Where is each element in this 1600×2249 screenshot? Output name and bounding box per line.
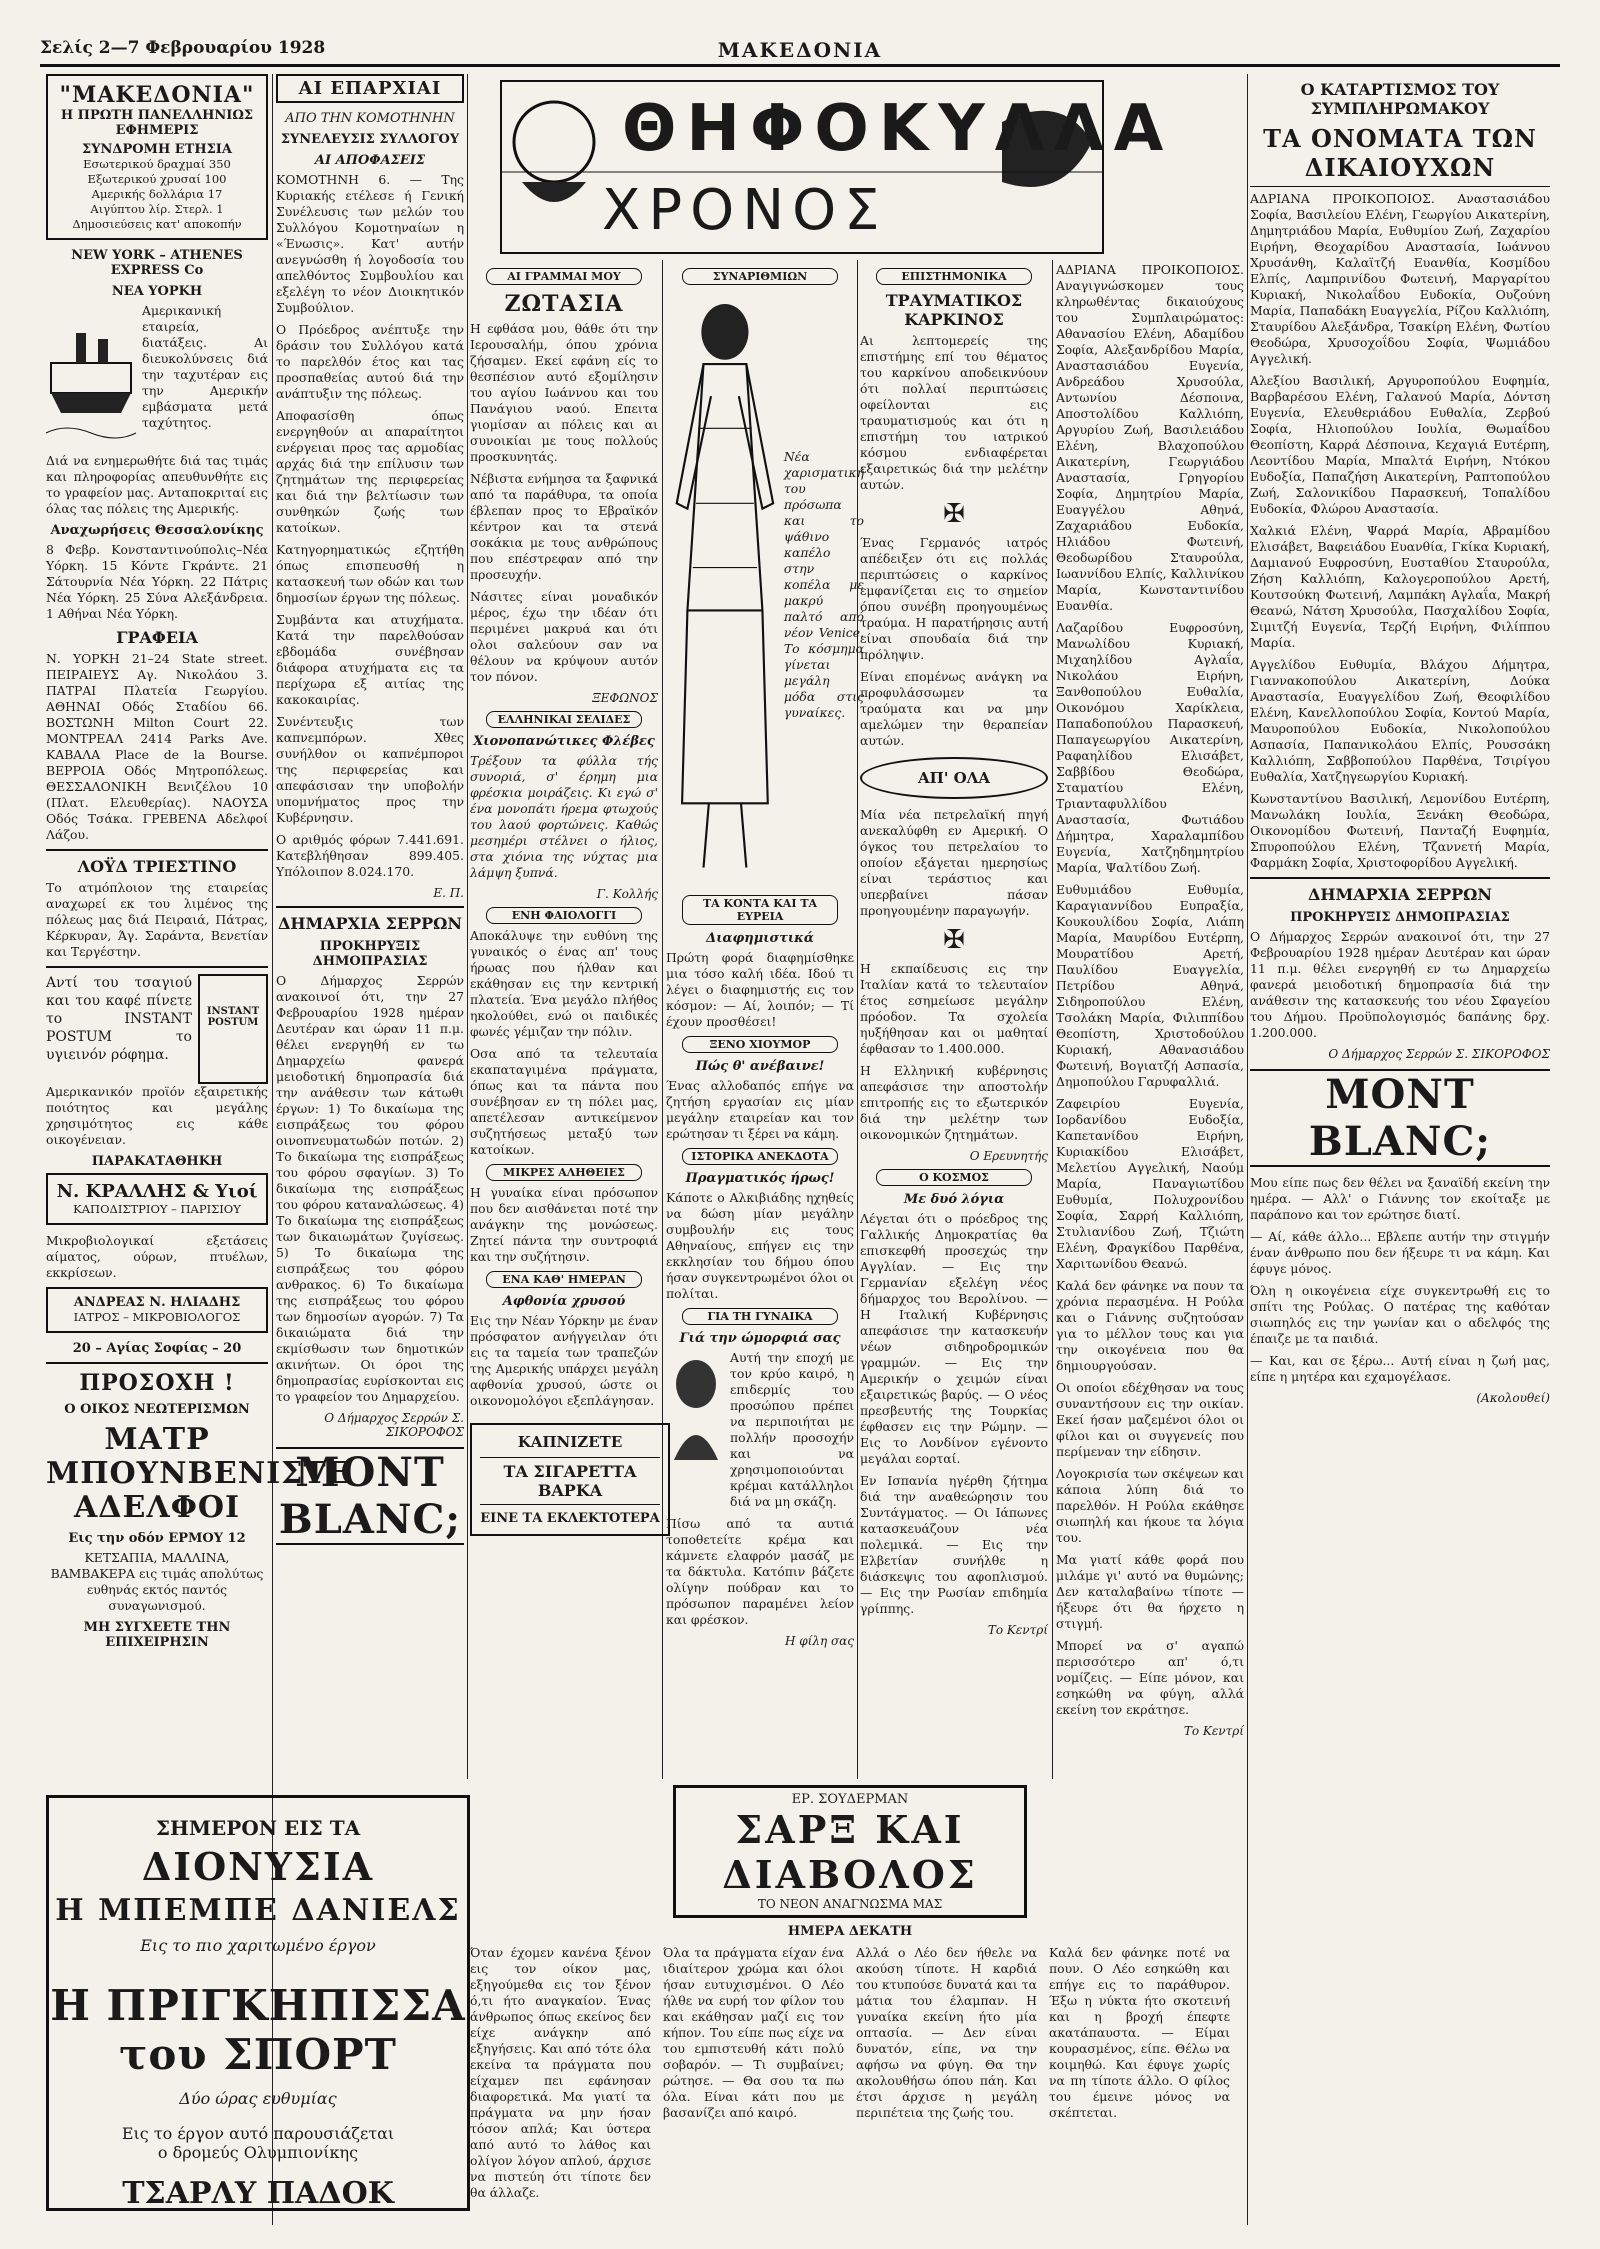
micro-text: Μικροβιολογικαί εξετάσεις αίματος, ούρων, πτυέλων, εκκρίσεων.	[46, 1233, 268, 1280]
signature: ΞΕΦΩΝΟΣ	[592, 691, 658, 705]
matr-items: ΚΕΤΣΑΠΙΑ, ΜΑΛΛΙΝΑ, ΒΑΜΒΑΚΕΡΑ εις τιμάς απολύτως ευθηνάς εκτός παντός συναγωνισμού.	[50, 1550, 264, 1613]
serres-municipality-heading: ΔΗΜΑΡΧΙΑ ΣΕΡΡΩΝ	[1307, 885, 1492, 904]
ny-express-title: NEW YORK – ATHENES EXPRESS Co	[71, 248, 243, 278]
section-tab: ΕΝΗ ΦΑΙΟΛΟΓΓΙ	[486, 907, 643, 924]
names-paragraph: Αγγελίδου Ευθυμία, Βλάχου Δήμητρα, Γιαννακοπούλου Αικατερίνη, Δούκα Αναστασία, Ευαγγελίδου Ζωή, Θεοφιλίδου Ελένη, Κανελλοπούλου Σοφία, Κοντού Μαρία, Μαυροπούλου Ευδοκία, Νικολοπούλου Ασπασία, Παπανικολάου Ελπίς, Ρουσσάκη Καλλιόπη, Σαββοπούλου Παρθένα, Τσιρίγου Ευθαλία, Χατζηγεωργίου Κυριακή.	[1250, 657, 1550, 784]
lloyd-title: ΛΟΫΔ ΤΡΙΕΣΤΙΝΟ	[77, 857, 237, 876]
fashion-block	[666, 289, 865, 889]
section-tab: ΞΕΝΟ ΧΙΟΥΜΟΡ	[682, 1036, 839, 1053]
article-paragraph: Ένας αλλοδαπός επήγε να ζητήση εργασίαν εις μίαν μεγάλην εταιρείαν και τον ερώτησαν τι ξέρει να κάμη.	[666, 1078, 854, 1141]
article-paragraph: ΚΟΜΟΤΗΝΗ 6. — Της Κυριακής ετέλεσε ή Γενική Συνέλευσις των μελών του Συλλόγου Κομοτηναίων η «Ένωσις». Κατ' αυτήν ανεγνώσθη ή λογοδοσία του απελθόντος Συμβουλίου και εξελέγη το νέον Διοικητικόν Συμβούλιον.	[276, 172, 464, 315]
cinema-line: ο δρομεύς Ολυμπιονίκης	[157, 2143, 359, 2162]
box-line: Δημοσιεύσεις κατ' αποκοπήν	[72, 217, 242, 231]
story-paragraph: Μπορεί να σ' αγαπώ περισσότερο απ' ό,τι νομίζεις. — Είπε μόνον, και εσηκώθη να φύγη, αλλά εκείνη τον εκράτησε.	[1056, 1638, 1244, 1717]
mont-blanc-ad: MONT BLANC;	[1250, 1069, 1550, 1167]
column-names	[1056, 262, 1244, 1779]
cinema-line: Εις το έργον αυτό παρουσιάζεται	[121, 2124, 395, 2143]
names-paragraph: ΑΔΡΙΑΝΑ ΠΡΟΙΚΟΠΟΙΟΣ. Αναγιγνώσκομεν τους κληρωθέντας δικαιούχους του Συμπλαιρώματος: Αθανασίου Ελένη, Αδαμίδου Σοφία, Αλεξανδρίδου Μαρία, Αναστασιάδου Ευγενία, Ανδρεάδου Χρυσούλα, Αντωνίου Δέσποινα, Αποστολίδου Καλλιόπη, Αργυρίου Ζωή, Βασιλειάδου Ελένη, Βλαχοπούλου Αικατερίνη, Γεωργιάδου Αναστασία, Γρηγορίου Σοφία, Δημητρίου Μαρία, Ευαγγέλου Αθηνά, Ζαχαριάδου Ευδοκία, Ηλιάδου Φωτεινή, Θεοδωρίδου Σταυρούλα, Ιωαννίδου Ελπίς, Καλλινίκου Μαρία, Κωνσταντινίδου Ευανθία.	[1056, 262, 1244, 613]
assembly-heading: ΣΥΝΕΛΕΥΣΙΣ ΣΥΛΛΟΓΟΥ	[280, 132, 460, 147]
krallis-address: ΚΑΠΟΔΙΣΤΡΙΟΥ – ΠΑΡΙΣΙΟΥ	[73, 1202, 241, 1216]
article-paragraph: Πίσω από τα αυτιά τοποθετείτε κρέμα και κάμνετε ελαφρόν μασάζ με τα δάκτυλα. Κατόπιν βάζετε ολίγην πούδραν και το πρόσωπον παραμένει λείον και φρέσκον.	[666, 1516, 854, 1627]
article-paragraph: Ένας Γερμανός ιατρός απέδειξεν ότι εις πολλάς περιπτώσεις ο καρκίνος εμφανίζεται εις το σημείον όπου συνέβη προηγουμένως τραύμα. Η παρατήρησις αυτή είναι σπουδαία διά την πρόληψιν.	[860, 535, 1048, 662]
article-title: ΖΩΤΑΣΙΑ	[504, 291, 624, 317]
article-paragraph: Ο αριθμός φόρων 7.441.691. Κατεβλήθησαν 899.405. Υπόλοιπον 8.024.170.	[276, 832, 464, 879]
section-tab-oval: ΑΠ' ΟΛΑ	[860, 757, 1048, 799]
column-ads	[46, 74, 351, 1789]
divider	[46, 1362, 268, 1364]
article-paragraph: Αποφασίσθη όπως ενεργηθούν αι απαραίτητοι ενέργειαι προς τας αρμοδίας αρχάς διά την επίλυσιν των ζητημάτων της περιφερείας και διά την βελτίωσιν των συνθηκών ζωής των κατοίκων.	[276, 408, 464, 535]
story-paragraph: Μου είπε πως δεν θέλει να ξαναϊδή εκείνη την ημέρα. — Αλλ' ο Γιάννης τον εκοίταξε με παράπονο και τον ερώτησε διατί.	[1250, 1175, 1550, 1222]
divider	[1250, 877, 1550, 879]
newspaper-name: ΜΑΚΕΔΟΝΙΑ	[717, 38, 883, 62]
column-fashion	[666, 262, 865, 1779]
page-header	[40, 38, 1560, 67]
departures-heading: Αναχωρήσεις Θεσσαλονίκης	[50, 523, 264, 538]
offices-heading: ΓΡΑΦΕΙΑ	[116, 628, 198, 647]
serial-paragraph: Όταν έχομεν κανένα ξένον εις τον οίκον μας, εξηγούμεθα εις τον ξένον ό,τι ήτο αναγκαίον. Ένας άνθρωπος όπως εκείνος δεν είχε ανάγκην από εξηγήσεις. Και από τότε όλα εκείνα τα πράγματα που είχαμεν πει εφάνησαν διαφορετικά. Μα γιατί τα πράγματα να μην ήσαν τόσον απλά; Και ύστερα από αυτό το λάθος και ολίγον λόγον απλού, άρχισε να πιστεύη ότι τίποτε δεν θα άλλαζε.	[470, 1945, 651, 2200]
deposit-heading: ΠΑΡΑΚΑΤΑΘΗΚΗ	[91, 1154, 223, 1169]
names-paragraph: Ευθυμιάδου Ευθυμία, Καραγιαννίδου Ευπραξία, Κουκουλίδου Σοφία, Λιάπη Μαρία, Μαυρίδου Ευτέρπη, Μουρατίδου Αρετή, Παυλίδου Ευαγγελία, Πετρίδου Αθηνά, Σιδηροπούλου Ελένη, Τσολάκη Μαρία, Φιλιππίδου Θεοπίστη, Χριστοδούλου Κυριακή, Αθανασιάδου Φωτεινή, Βογιατζή Ασπασία, Δημοπούλου Γαρυφαλλιά.	[1056, 882, 1244, 1089]
lloyd-text: Το ατμόπλοιον της εταιρείας αναχωρεί εκ του λιμένος της πόλεως μας διά Πειραιά, Πάτρας, Κέρκυραν, Άγ. Σαράντα, Βενετίαν και Τεργέστην.	[46, 880, 268, 959]
banner-title: ΘΗΦΟΚΥΛΛΑ	[622, 92, 1174, 166]
ad-line: ΕΙΝΕ ΤΑ ΕΚΛΕΚΤΟΤΕΡΑ	[480, 1511, 660, 1526]
article-paragraph: Μία νέα πετρελαϊκή πηγή ανεκαλύφθη εν Αμερική. Ο όγκος του πετρελαίου το οποίον εξάγεται ημερησίως είναι τεράστιος και υπερβαίνει πάσαν προηγουμένην παραγωγήν.	[860, 807, 1048, 918]
article-paragraph: Συμβάντα και ατυχήματα. Κατά την παρελθούσαν εβδομάδα συνέβησαν διάφορα ατυχήματα εις τα περίχωρα εξ αιτίας της κακοκαιρίας.	[276, 612, 464, 707]
section-tab: ΜΙΚΡΕΣ ΑΛΗΘΕΙΕΣ	[486, 1164, 643, 1181]
serial-novel	[470, 1785, 1230, 2225]
article-paragraph: Ο Πρόεδρος ανέπτυξε την δράσιν του Συλλόγου κατά το παρελθόν έτος και τας προσπαθείας αυτού διά την ανάπτυξιν της πόλεως.	[276, 322, 464, 401]
article-paragraph: Λέγεται ότι ο πρόεδρος της Γαλλικής Δημοκρατίας θα επισκεφθή προσεχώς την Αγγλίαν. — Εις την Γερμανίαν εξελέγη νέος δήμαρχος του Βερολίνου. — Η Ιταλική Κυβέρνησις απεφάσισε την κατασκευήν νέων σιδηροδρομικών γραμμών. — Εις την Αμερικήν ο χειμών είναι εξαιρετικώς βαρύς. — Ο νέος πρεσβευτής της Τουρκίας έφθασεν εις την Ρώμην. — Εις το Λονδίνον εγένοντο μεγάλαι εορταί.	[860, 1211, 1048, 1466]
box-line: Εξωτερικού χρυσαί 100	[87, 172, 227, 186]
feuilleton-banner	[500, 80, 1174, 254]
article-paragraph: Νάσιτες είναι μοναδικόν μέρος, έχω την ιδέαν ότι περιμένει μακρυά και ότι ολοι σαλεύουν σαν να θέλουν να κρύψουν αυτόν τον πόνον.	[470, 589, 658, 684]
ad-line: ΤΑ ΣΙΓΑΡΕΤΤΑ ΒΑΡΚΑ	[480, 1457, 660, 1505]
names-paragraph: ΑΔΡΙΑΝΑ ΠΡΟΙΚΟΠΟΙΟΣ. Αναστασιάδου Σοφία, Βασιλείου Ελένη, Γεωργίου Αικατερίνη, Δημητριάδου Μαρία, Ευθυμίου Ζωή, Ζαχαρίου Ειρήνη, Θεοχαρίδου Αναστασία, Ιωάννου Χρυσάνθη, Καλαϊτζή Ευανθία, Κοσμίδου Ελπίς, Λαμπρινίδου Φωτεινή, Μαργαρίτου Κυριακή, Νικολαΐδου Ευδοκία, Ουζούνη Μαρία, Παπαδάκη Ευαγγελία, Ρίζου Καλλιόπη, Σταυρίδου Αλεξάνδρα, Τσακίρη Ελένη, Φωτίου Θεοδώρα, Χρυσοχοΐδου Σοφία, Ψωμιάδου Αγγελική.	[1250, 191, 1550, 366]
film-title: Η ΠΡΙΓΚΗΠΙΣΣΑ του ΣΠΟΡΤ	[50, 1981, 466, 2079]
article-subtitle: Με δυό λόγια	[903, 1192, 1005, 1207]
serial-day: ΗΜΕΡΑ ΔΕΚΑΤΗ	[787, 1924, 913, 1939]
column-science	[860, 262, 1048, 1779]
poem-text: Τρέξουν τα φύλλα τής συνοριά, σ' έρημη μια φρέσκια μοιράζεις. Κι εγώ σ' ένα μονοπάτι ήρεμα φτωχούς του λαού φορτώνεις. Καθώς μεσημέρι στέλνει ο ήλιος, στα χιόνια της νύχτας μια λάμψη ξυπνά.	[470, 753, 658, 880]
auction-heading: ΠΡΟΚΗΡΥΞΙΣ ΔΗΜΟΠΡΑΣΙΑΣ	[312, 939, 428, 969]
banner-subtitle: ΧΡΟΝΟΣ	[602, 178, 888, 243]
matr-address: Εις την οδόν ΕΡΜΟΥ 12	[68, 1531, 246, 1546]
story-paragraph: Λογοκρισία των σκέψεων και κάποια λύπη διά το παρελθόν. Η Ρούλα εκάθησε σιωπηλή και ήκουε τα λόγια του.	[1056, 1466, 1244, 1545]
poem-title: Χιονοπανώτικες Φλέβες	[473, 734, 655, 749]
cigarette-ad	[470, 1423, 670, 1536]
article-subtitle: Πώς θ' ανέβαινε!	[695, 1059, 825, 1074]
box-line: Εσωτερικού δραχμαί 350	[83, 157, 231, 171]
column-divider	[1052, 260, 1053, 1779]
athlete-name: ΤΣΑΡΛΥ ΠΑΔΟΚ	[122, 2176, 394, 2211]
cinema-ad	[46, 1795, 470, 2211]
fashion-caption: Νέα χαρισματική του πρόσωπα και το ψάθινο καπέλο στην κοπέλα με μακρύ παλτό από νέον Venice. Το κόσμημα γίνεται μεγάλη μόδα στις γυναίκες.	[783, 449, 865, 720]
fashion-figure-icon	[666, 289, 784, 889]
article-paragraph: Πρώτη φορά διαφημίσθηκε μια τόσο καλή ιδέα. Ιδού τι λέγει ο διαφημιστής εις τον κόσμον: — Αί, λοιπόν; — Τί έχουν προσθέσει!	[666, 950, 854, 1029]
signature: Ε. Π.	[433, 886, 464, 900]
article-paragraph: Αποκάλυψε την ευθύνη της γυναικός ο ένας απ' τους ήρωας που ήλθαν και εκάθησαν εις την κεντρική πλατεία. Ένα μεγάλο πλήθος ηκολούθει, ενώ οι παιδικές φωνές γέμιζαν την πόλιν.	[470, 928, 658, 1039]
section-tab: ΕΛΛΗΝΙΚΑΙ ΣΕΛΙΔΕΣ	[486, 711, 643, 728]
cinema-line: Δύο ώρας ευθυμίας	[179, 2089, 337, 2108]
american-text: Αμερικανικόν προϊόν εξαιρετικής ποιότητος και μεγάλης χρησιμότητος εις κάθε οικογένειαν.	[46, 1084, 268, 1147]
doctor-name: ΑΝΔΡΕΑΣ Ν. ΗΛΙΑΔΗΣ	[73, 1295, 241, 1310]
subscription-box	[46, 74, 268, 240]
section-tab: ΑΙ ΓΡΑΜΜΑΙ ΜΟΥ	[486, 268, 643, 285]
article-paragraph: Αι λεπτομερείς της επιστήμης επί του θέματος του καρκίνου αποδεικνύουν ότι πολλαί περιπτώσεις οφείλονται εις τραυματισμούς και ότι η επιστήμη του ιατρικού κόσμου ενδιαφέρεται εξαιρετικώς διά την μελέτην αυτών.	[860, 333, 1048, 492]
article-subtitle: Διαφημιστικά	[706, 931, 814, 946]
cinema-name: ΔΙΟΝΥΣΙΑ	[141, 1844, 375, 1889]
column-divider	[1247, 74, 1248, 2225]
divider	[1250, 186, 1550, 187]
story-paragraph: Οι οποίοι εδέχθησαν να τους συναντήσουν εις την οικίαν. Εκεί ήσαν μαζεμένοι όλοι οι φίλοι και οι συγγενείς που περίμεναν την είδησιν.	[1056, 1380, 1244, 1459]
ny-text: Αμερικανική εταιρεία, διατάξεις. Αι διευκολύνσεις διά την ταχυτέραν εις την Αμερικήν εμβάσματα μετά ταχύτητος.	[142, 303, 268, 430]
beneficiaries-heading: Ο ΚΑΤΑΡΤΙΣΜΟΣ ΤΟΥ ΣΥΜΠΛΗΡΩΜΑΚΟΥ	[1300, 80, 1500, 118]
auction-text: Ο Δήμαρχος Σερρών ανακοινοί ότι, την 27 Φεβρουαρίου 1928 ημέραν Δευτέραν και ώραν 11 π.μ. θέλει ενεργηθή εν τω Δημαρχείω φανερά μειοδοτική δημοπρασία διά την ανάθεσιν των κάτωθι έργων: 1) Το δικαίωμα της εισπράξεως του φόρου οινοπνευματωδών ποτών. 2) Το δικαίωμα της εισπράξεως του φόρου σφαγίων. 3) Το δικαίωμα της εισπράξεως του φόρου καταναλώσεως. 4) Το δικαίωμα της εισπράξεως των δικαιωμάτων ζυγίσεως. 5) Το δικαίωμα της εισπράξεως του φόρου ανθρακος. 6) Το δικαίωμα της εισπράξεως του φόρου των δημοσίων αγορών. 7) Τα δικαιώματα διά την εκμίσθωσιν των δημοτικών ακινήτων. Οι όροι της δημοπρασίας ευρίσκονται εις το γραφείον του Δημαρχείου.	[276, 973, 464, 1404]
from-komotini: ΑΠΟ ΤΗΝ ΚΟΜΟΤΗΝΗΝ	[285, 111, 455, 126]
continued-note: (Ακολουθεί)	[1476, 1391, 1550, 1405]
column-divider	[467, 74, 468, 1779]
decorative-emblem-icon: ✠	[943, 499, 965, 529]
provinces-title: ΑΙ ΕΠΑΡΧΙΑΙ	[298, 78, 442, 99]
section-tab: ΤΑ ΚΟΝΤΑ ΚΑΙ ΤΑ ΕΥΡΕΙΑ	[682, 895, 839, 925]
article-paragraph: Κάποτε ο Αλκιβιάδης ηχηθείς να δώση μίαν μεγάλην συμβουλήν εις τους Αθηναίους, επήγεν εις την εκκλησίαν του δήμου όπου ήσαν συγκεντρωμένοι όλοι οι πολίται.	[666, 1190, 854, 1301]
krallis-ad	[46, 1173, 268, 1225]
box-subtitle-2: ΣΥΝΔΡΟΜΗ ΕΤΗΣΙΑ	[82, 142, 232, 157]
story-paragraph: — Και, και σε ξέρω... Αυτή είναι η ζωή μας, είπε η μητέρα και εχαμογέλασε.	[1250, 1353, 1550, 1384]
names-paragraph: Κωνσταντίνου Βασιλική, Λεμονίδου Ευτέρπη, Μανωλάκη Ιουλία, Ξενάκη Θεοδώρα, Οικονομίδου Φωτεινή, Πανταζή Ευφημία, Σπυροπούλου Ελένη, Τζαννετή Μαρία, Φαρμάκη Σοφία, Χριστοφορίδου Αγγελική.	[1250, 791, 1550, 870]
matr-name: ΜΑΤΡ ΜΠΟΥΝΒΕΝΙΣΤΕ ΑΔΕΛΦΟΙ	[46, 1422, 351, 1525]
cinema-line: Εις το πιο χαριτωμένο έργον	[140, 1936, 376, 1955]
article-subtitle: Αφθονία χρυσού	[502, 1294, 626, 1309]
article-subtitle: Πραγματικός ήρως!	[685, 1171, 835, 1186]
postum-text: Αντί του τσαγιού και του καφέ πίνετε το INSTANT POSTUM το υγιεινόν ρόφημα.	[46, 975, 192, 1063]
matr-footer: ΜΗ ΣΥΓΧΕΕΤΕ ΤΗΝ ΕΠΙΧΕΙΡΗΣΙΝ	[83, 1620, 231, 1650]
divider	[46, 966, 268, 968]
article-paragraph: Οσα από τα τελευταία εκαπαταγιμένα πράγματα, όπως και τα πάντα που συνέβησαν εν τη πόλει μας, απετέλεσαν αντικείμενον συζητήσεως μεταξύ των κατοίκων.	[470, 1046, 658, 1157]
ny-express-body	[46, 303, 268, 453]
provinces-header	[276, 74, 464, 103]
serial-paragraph: Όλα τα πράγματα είχαν ένα ιδιαίτερον χρώμα και όλοι ήσαν ευτυχισμένοι. Ο Λέο ήλθε να ευρή τον φίλον του και εκάθησαν μαζί εις τον κήπον. Του είπε πως είχε να του εμπιστευθή κάτι πολύ σοβαρόν. — Τι συμβαίνει; ρώτησε. — Θα σου τα πω όλα. Είναι κάτι που με βασανίζει από καιρό.	[663, 1945, 844, 2120]
star-name: Η ΜΠΕΜΠΕ ΔΑΝΙΕΛΣ	[55, 1893, 461, 1928]
column-provinces	[276, 74, 464, 1779]
names-paragraph: Λαζαρίδου Ευφροσύνη, Μανωλίδου Κυριακή, Μιχαηλίδου Αγλαΐα, Νικολάου Ειρήνη, Ξανθοπούλου Ευθαλία, Οικονόμου Χαρίκλεια, Παπαδοπούλου Παρασκευή, Παπαγεωργίου Αικατερίνη, Ραφαηλίδου Ελισάβετ, Σαββίδου Θεοδώρα, Σταματίου Ελένη, Τριανταφυλλίδου Αναστασία, Φωτιάδου Δήμητρα, Χαραλαμπίδου Ευγενία, Χατζηδημητρίου Μαρία, Ψαλτίδου Ζωή.	[1056, 620, 1244, 875]
names-paragraph: Ζαφειρίου Ευγενία, Ιορδανίδου Ευδοξία, Καπετανίδου Ειρήνη, Κυριακίδου Ελισάβετ, Μελετίου Αγγελική, Ναούμ Μαρία, Παναγιωτίδου Ευθυμία, Πολυχρονίδου Σοφία, Σαρρή Καλλιόπη, Στυλιανίδου Ζωή, Τζιώτη Ελένη, Φραγκίδου Παρθένα, Χαριτωνίδου Θεανώ.	[1056, 1096, 1244, 1271]
doctor-address: 20 – Αγίας Σοφίας – 20	[72, 1341, 242, 1356]
section-tab: ΕΠΙΣΤΗΜΟΝΙΚΑ	[876, 268, 1033, 285]
ny-text-2: Διά να ενημερωθήτε διά τας τιμάς και πληροφορίας απευθυνθήτε εις το γραφείον μας. Ανταποκριταί εις όλας τας πόλεις της Αμερικής.	[46, 453, 268, 516]
serial-subtitle: ΤΟ ΝΕΟΝ ΑΝΑΓΝΩΣΜΑ ΜΑΣ	[757, 1897, 943, 1911]
auction-heading: ΠΡΟΚΗΡΥΞΙΣ ΔΗΜΟΠΡΑΣΙΑΣ	[1290, 910, 1510, 925]
cinema-line: ΣΗΜΕΡΟΝ ΕΙΣ ΤΑ	[155, 1816, 361, 1840]
article-paragraph: Συνέντευξις των καπνεμπόρων. Χθες συνήλθον οι καπνέμποροι της περιφερείας και απεφάσισαν την υποβολήν υπομνήματος προς την Κυβέρνησιν.	[276, 714, 464, 825]
column-divider	[662, 260, 663, 1779]
signature: Το Κεντρί	[1183, 1724, 1244, 1738]
article-subtitle: Γιά την ώμορφιά σας	[679, 1331, 841, 1346]
section-tab: ΣΥΝΑΡΙΘΜΙΩΝ	[682, 268, 839, 285]
section-tab: ΕΝΑ ΚΑΘ' ΗΜΕΡΑΝ	[486, 1271, 643, 1288]
section-tab: Ο ΚΟΣΜΟΣ	[876, 1169, 1033, 1186]
article-paragraph: Εν Ισπανία ηγέρθη ζήτημα διά την αναθεώρησιν του Συντάγματος. — Οι Ιάπωνες κατασκευάζουν νέα πολεμικά. — Εις την Ελβετίαν συνήλθε η διάσκεψις του αφοπλισμού. — Εις την Ρωσίαν επιδημία γρίππης.	[860, 1473, 1048, 1616]
signature: Το Κεντρί	[987, 1623, 1048, 1637]
serial-title: ΣΑΡΞ ΚΑΙ ΔΙΑΒΟΛΟΣ	[722, 1807, 978, 1897]
signature: Γ. Κολλής	[596, 887, 658, 901]
section-tab: ΙΣΤΟΡΙΚΑ ΑΝΕΚΔΟΤΑ	[682, 1148, 839, 1165]
box-subtitle: Η ΠΡΩΤΗ ΠΑΝΕΛΛΗΝΙΩΣ ΕΦΗΜΕΡΙΣ	[60, 108, 254, 138]
decorative-emblem-icon: ✠	[943, 925, 965, 955]
article-paragraph: Η Ελληνική κυβέρνησις απεφάσισε την αποστολήν επιτροπής εις το εξωτερικόν διά την μελέτην των οικονομικών ζητημάτων.	[860, 1063, 1048, 1142]
box-line: Αμερικής δολλάρια 17	[91, 187, 223, 201]
article-paragraph: Η γυναίκα είναι πρόσωπον που δεν αισθάνεται ποτέ την ανάγκην της μονώσεως. Ζητεί πάντα την συντροφιά και την συζήτησιν.	[470, 1185, 658, 1264]
box-line: Αιγύπτου λίρ. Στερλ. 1	[90, 202, 224, 216]
story-paragraph: Μα γιατί κάθε φορά που μιλάμε γι' αυτό να θυμώνης; Δεν καταλαβαίνω τίποτε — ήξευρε ότι θα ήρχετο η στιγμή.	[1056, 1552, 1244, 1631]
ad-line: ΚΑΠΝΙΖΕΤΕ	[517, 1433, 623, 1451]
doctor-ad	[46, 1287, 268, 1333]
column-beneficiaries	[1250, 74, 1550, 2225]
box-title: "ΜΑΚΕΔΟΝΙΑ"	[59, 82, 255, 108]
article-title: ΤΡΑΥΜΑΤΙΚΟΣ ΚΑΡΚΙΝΟΣ	[885, 291, 1023, 329]
article-paragraph: Νέβιστα ενήμησα τα ξαφνικά από τα παράθυρα, τα οποία έβλεπαν προς το Εβραϊκόν κέντρον και τα στενά σοκάκια με τους ανθρώπους που επέστρεφαν από την προσευχήν.	[470, 471, 658, 582]
story-paragraph: — Αί, κάθε άλλο... Εβλεπε αυτήν την στιγμήν έναν άνθρωπο που δεν ήξευρε τι να κάμη. Και έφυγε μόνος.	[1250, 1229, 1550, 1276]
auction-text: Ο Δήμαρχος Σερρών ανακοινοί ότι, την 27 Φεβρουαρίου 1928 ημέραν Δευτέραν και ώραν 11 π.μ. θέλει ενεργηθή εν τω Δημαρχείω φανερά μειοδοτική δημοπρασία διά την ανάθεσιν της κατασκευής του νέου Σφαγείου του Δήμου. Προϋπολογισμός δαπάνης δρχ. 1.200.000.	[1250, 929, 1550, 1040]
serial-title-box	[673, 1785, 1027, 1918]
mayor-signature: Ο Δήμαρχος Σερρών Σ. ΣΙΚΟΡΟΦΟΣ	[1328, 1047, 1550, 1061]
article-paragraph: Αυτή την εποχή με τον κρύο καιρό, η επιδερμίς του προσώπου πρέπει να περιποιήται με πολλήν προσοχήν και να χρησιμοποιούνται κρέμαι κατάλληλοι διά να μη σκάζη.	[730, 1350, 854, 1509]
serres-municipality-heading: ΔΗΜΑΡΧΙΑ ΣΕΡΡΩΝ	[277, 914, 462, 933]
house-of-novelties: Ο ΟΙΚΟΣ ΝΕΩΤΕΡΙΣΜΩΝ	[64, 1402, 250, 1417]
article-paragraph: Εις την Νέαν Υόρκην με έναν πρόσφατον ανήγγειλαν ότι εις τα ταμεία των τραπεζών της Αμερικής υπάρχει μεγάλη αφθονία χρυσού, ώστε οι οικονομολόγοι εξεπλάγησαν.	[470, 1313, 658, 1408]
beauty-block	[666, 1350, 854, 1516]
names-paragraph: Χαλκιά Ελένη, Ψαρρά Μαρία, Αβραμίδου Ελισάβετ, Βαφειάδου Ευανθία, Γκίκα Κυριακή, Δαμιανού Ευφροσύνη, Ευσταθίου Σταυρούλα, Ζήση Καλλιόπη, Καλογεροπούλου Αρετή, Κουτσούκη Φωτεινή, Λαμπάκη Αγλαΐα, Μακρή Θεανώ, Νάτση Χρυσούλα, Πασχαλίδου Σοφία, Σιμιτζή Ευγενία, Τερζή Ειρήνη, Φιλίππου Μαρία.	[1250, 523, 1550, 650]
signature: Η φίλη σας	[784, 1634, 854, 1648]
decisions-heading: ΑΙ ΑΠΟΦΑΣΕΙΣ	[314, 153, 426, 168]
names-paragraph: Αλεξίου Βασιλική, Αργυροπούλου Ευφημία, Βαρβαρέσου Ελένη, Γαλανού Μαρία, Δόντση Ευγενία, Ελευθεριάδου Ευθαλία, Ζερβού Σοφία, Ηλιοπούλου Ιουλία, Θωμαΐδου Θεοπίστη, Καρρά Δέσποινα, Κεχαγιά Ευτέρπη, Λεοντίδου Μαρία, Μπαλτά Ειρήνη, Ντόκου Ευδοξία, Παπαζήση Αικατερίνη, Ραπτοπούλου Ζωή, Σαλονικίδου Παρασκευή, Τοπαλίδου Ευδοκία, Φλώρου Αναστασία.	[1250, 373, 1550, 516]
mont-blanc-ad: MONT BLANC;	[276, 1447, 464, 1545]
mayor-signature: Ο Δήμαρχος Σερρών Σ. ΣΙΚΟΡΟΦΟΣ	[324, 1411, 464, 1439]
article-paragraph: Είναι επομένως ανάγκη να προφυλάσσωμεν τα τραύματα και να μην αμελώμεν την θεραπείαν αυτών.	[860, 669, 1048, 748]
offices-list: Ν. ΥΟΡΚΗ 21–24 State street. ΠΕΙΡΑΙΕΥΣ Αγ. Νικολάου 3. ΠΑΤΡΑΙ Πλατεία Γεωργίου. ΑΘΗΝΑΙ Οδός Σταδίου 66. ΒΟΣΤΩΝΗ Milton Court 22. ΜΟΝΤΡΕΑΛ 2414 Parks Ave. ΚΑΒΑΛΑ Place de la Bourse. ΒΕΡΡΟΙΑ Οδός Μητροπόλεως. ΘΕΣΣΑΛΟΝΙΚΗ Βενιζέλου 10 (Πλατ. Ελευθερίας). ΝΑΟΥΣΑ Οδός Τσάκα. ΓΡΕΒΕΝΑ Αδελφοί Λάζου.	[46, 651, 268, 842]
story-paragraph: Όλη η οικογένεια είχε συγκεντρωθή εις το σπίτι της Ρούλας. Ο πατέρας της καθόταν σιωπηλός εις την γωνίαν και ο αδελφός της έπαιζε με τα παιδιά.	[1250, 1283, 1550, 1346]
header-date: Σελίς 2—7 Φεβρουαρίου 1928	[40, 38, 326, 58]
divider	[276, 906, 464, 908]
departures-list: 8 Φεβρ. Κονσταντινούπολις–Νέα Υόρκη. 15 Κόντε Γκράντε. 21 Σάτουρνία Νέα Υόρκη. 22 Πάτρις Νέα Υόρκη. 25 Σύνα Αλεξάνδρεια. 1 Αθήναι Νέα Υόρκη.	[46, 542, 268, 621]
ny-express-sub: ΝΕΑ ΥΟΡΚΗ	[111, 284, 203, 299]
beneficiaries-title: ΤΑ ΟΝΟΜΑΤΑ ΤΩΝ ΔΙΚΑΙΟΥΧΩΝ	[1263, 124, 1537, 182]
ship-illustration-icon	[46, 303, 136, 453]
woman-portrait-icon	[666, 1350, 726, 1460]
doctor-title: ΙΑΤΡΟΣ – ΜΙΚΡΟΒΙΟΛΟΓΟΣ	[73, 1310, 241, 1324]
postum-ad	[46, 974, 268, 1084]
attention-heading: ΠΡΟΣΟΧΗ !	[79, 1370, 235, 1396]
serial-author: ΕΡ. ΣΟΥΔΕΡΜΑΝ	[791, 1792, 909, 1807]
krallis-name: Ν. ΚΡΑΛΛΗΣ & Υιοί	[56, 1181, 258, 1202]
article-paragraph: Η εφθάσα μου, θάθε ότι την Ιερουσαλήμ, όπου χρόνια ζήσαμεν. Εκεί εφάνη είς το θεσπέσιον αυτό εξομίλησιν του αγίου Ιωάννου και του Πανάγιου ναού. Επειτα γιομίσαν αι πόλεις και αι συνοικίαι με τους πολλούς προσκυνητάς.	[470, 321, 658, 464]
article-paragraph: Η εκπαίδευσις εις την Ιταλίαν κατά το τελευταίον έτος εσημείωσε μεγάλην πρόοδον. Τα σχολεία ηυξήθησαν και οι μαθηταί έφθασαν το 1.400.000.	[860, 961, 1048, 1056]
serial-columns	[470, 1945, 1230, 2207]
postum-can-icon: INSTANT POSTUM	[198, 974, 268, 1084]
divider	[46, 849, 268, 851]
article-paragraph: Κατηγορηματικώς εζητήθη όπως επισπευσθή η κατασκευή των οδών και των δημοσίων έργων της πόλεως.	[276, 542, 464, 605]
serial-paragraph: Αλλά ο Λέο δεν ήθελε να ακούση τίποτε. Η καρδιά του κτυπούσε δυνατά και τα μάτια του έλαμπαν. Η γυναίκα εκείνη ήτο μία οπτασία. — Δεν είναι δυνατόν, είπε, να την αφήσω να φύγη. Θα την ακολουθήσω όπου πάη. Και έτσι άρχισε η μεγάλη περιπέτεια της ζωής του.	[856, 1945, 1037, 2120]
signature: Ο Ερευνητής	[969, 1149, 1048, 1163]
column-lines	[470, 262, 658, 1779]
story-paragraph: Καλά δεν φάνηκε να πουν τα χρόνια περασμένα. Η Ρούλα και ο Γιάννης συζητούσαν για το μέλλον τους και για την οικογένεια που θα δημιουργούσαν.	[1056, 1278, 1244, 1373]
section-tab: ΓΙΑ ΤΗ ΓΥΝΑΙΚΑ	[682, 1308, 839, 1325]
serial-paragraph: Καλά δεν φάνηκε ποτέ να πουν. Ο Λέο εσηκώθη και επήγε εις το παράθυρον. Έξω η νύκτα ήτο σκοτεινή και η βροχή έπεφτε ακατάπαυστα. — Είμαι κουρασμένος, είπε. Θέλω να κοιμηθώ. Και έφυγε χωρίς να πη τίποτε άλλο. Ο φίλος του έμεινε μόνος να σκέπτεται.	[1049, 1945, 1230, 2120]
